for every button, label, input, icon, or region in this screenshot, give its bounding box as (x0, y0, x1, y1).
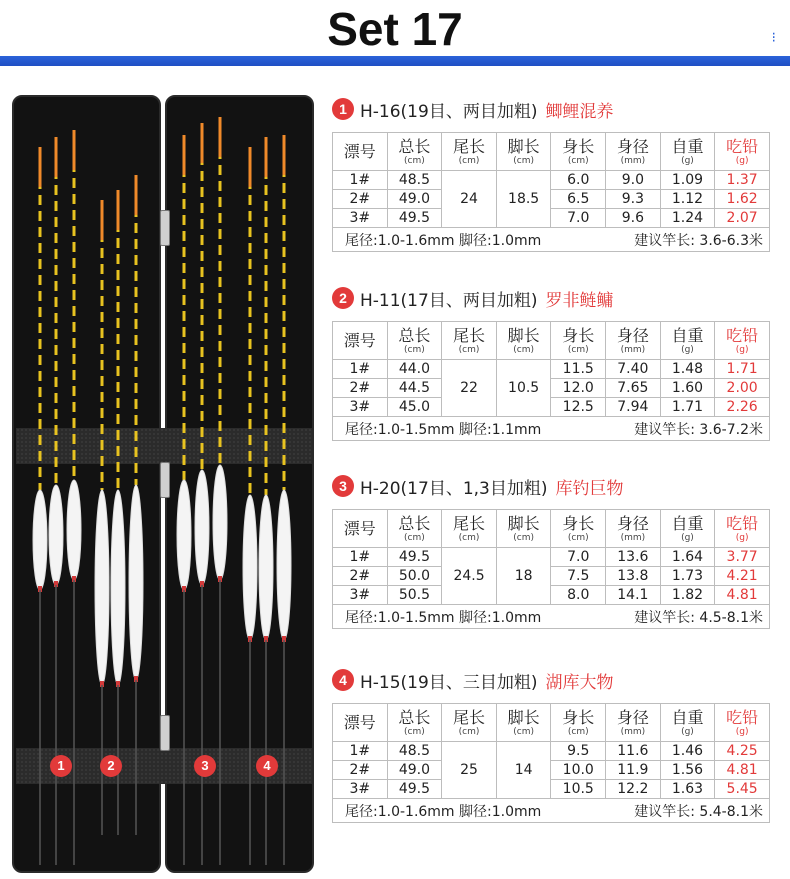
column-label: 脚长 (507, 136, 540, 156)
column-header (333, 133, 388, 171)
column-header (715, 322, 770, 360)
cell-self-weight: 1.82 (660, 586, 715, 605)
cell-total-length: 44.0 (387, 360, 442, 379)
float-usage-tag: 罗非鲢鳙 (545, 290, 614, 311)
cell-lead-capacity: 1.62 (715, 190, 770, 209)
cell-total-length: 49.0 (387, 190, 442, 209)
column-label: 脚长 (507, 707, 540, 727)
column-label: 身径 (616, 325, 649, 345)
cell-lead-capacity: 5.45 (715, 780, 770, 799)
cell-total-length: 49.0 (387, 761, 442, 780)
column-header (387, 322, 442, 360)
cell-self-weight: 1.60 (660, 379, 715, 398)
cell-lead-capacity: 4.81 (715, 586, 770, 605)
cell-self-weight: 1.46 (660, 742, 715, 761)
diameter-note: 尾径:1.0-1.6mm 脚径:1.0mm (345, 803, 542, 820)
rod-length-note: 建议竿长: 3.6-7.2米 (634, 421, 763, 438)
spec-section-3 (332, 471, 772, 629)
column-label: 身长 (562, 136, 595, 156)
cell-total-length: 44.5 (387, 379, 442, 398)
column-unit: (cm) (567, 155, 589, 166)
cell-self-weight: 1.12 (660, 190, 715, 209)
cell-total-length: 49.5 (387, 780, 442, 799)
cell-tail-length: 25 (442, 742, 497, 799)
column-label: 漂号 (343, 330, 376, 350)
column-header (715, 133, 770, 171)
corner-mark: ⁝ (771, 30, 776, 46)
table-row (333, 761, 770, 780)
column-label: 漂号 (343, 712, 376, 732)
column-unit: (cm) (458, 726, 480, 737)
column-label: 脚长 (507, 325, 540, 345)
float-usage-tag: 湖库大物 (545, 672, 614, 693)
table-row (333, 780, 770, 799)
cell-float-id: 2# (333, 379, 388, 398)
cell-self-weight: 1.24 (660, 209, 715, 228)
float-model: H-20(17目、1,3目加粗) (360, 478, 548, 499)
column-unit: (mm) (620, 155, 646, 166)
column-label: 总长 (398, 136, 431, 156)
cell-body-length: 11.5 (551, 360, 606, 379)
cell-foot-length: 10.5 (496, 360, 551, 417)
column-unit: (g) (681, 532, 694, 543)
column-header (606, 322, 661, 360)
cell-total-length: 48.5 (387, 742, 442, 761)
cell-lead-capacity: 3.77 (715, 548, 770, 567)
column-unit: (g) (681, 155, 694, 166)
cell-body-diameter: 11.9 (606, 761, 661, 780)
cell-body-diameter: 7.40 (606, 360, 661, 379)
spec-table (332, 509, 770, 629)
column-header (387, 133, 442, 171)
column-unit: (cm) (404, 532, 425, 543)
column-header (660, 704, 715, 742)
column-unit: (g) (735, 344, 749, 355)
section-number-badge: 3 (332, 475, 354, 497)
float-5 (111, 190, 125, 835)
cell-body-length: 6.0 (551, 171, 606, 190)
section-number-badge: 4 (332, 669, 354, 691)
column-header (333, 510, 388, 548)
table-row (333, 398, 770, 417)
section-title (332, 283, 772, 313)
section-title (332, 471, 772, 501)
column-unit: (cm) (567, 532, 589, 543)
column-label: 身径 (616, 513, 649, 533)
table-header-row (333, 510, 770, 548)
column-label: 尾长 (453, 513, 486, 533)
table-footer-row (333, 605, 770, 629)
cell-float-id: 2# (333, 190, 388, 209)
table-footer-row (333, 228, 770, 252)
column-header (660, 133, 715, 171)
header (0, 0, 790, 68)
cell-body-diameter: 13.8 (606, 567, 661, 586)
float-8 (195, 123, 209, 865)
column-label: 吃铅 (726, 325, 759, 345)
table-header-row (333, 133, 770, 171)
cell-foot-length: 18 (496, 548, 551, 605)
float-12 (277, 135, 291, 865)
case-badge-4: 4 (256, 755, 278, 777)
float-model: H-15(19目、三目加粗) (360, 672, 538, 693)
column-header (551, 133, 606, 171)
case-badge-2: 2 (100, 755, 122, 777)
column-label: 自重 (671, 513, 704, 533)
column-header (606, 704, 661, 742)
column-label: 身长 (562, 325, 595, 345)
column-label: 尾长 (453, 707, 486, 727)
cell-body-length: 6.5 (551, 190, 606, 209)
cell-body-length: 7.5 (551, 567, 606, 586)
cell-float-id: 1# (333, 360, 388, 379)
spec-section-2 (332, 283, 772, 441)
table-row (333, 742, 770, 761)
column-unit: (cm) (458, 155, 480, 166)
float-usage-tag: 库钓巨物 (555, 478, 624, 499)
column-header (387, 510, 442, 548)
spec-section-1 (332, 94, 772, 252)
column-header (333, 322, 388, 360)
cell-foot-length: 14 (496, 742, 551, 799)
spec-section-4 (332, 665, 772, 823)
float-usage-tag: 鲫鲤混养 (545, 101, 614, 122)
column-label: 身长 (562, 513, 595, 533)
column-label: 自重 (671, 707, 704, 727)
cell-body-diameter: 9.6 (606, 209, 661, 228)
column-header (715, 510, 770, 548)
cell-body-diameter: 13.6 (606, 548, 661, 567)
cell-total-length: 50.5 (387, 586, 442, 605)
column-label: 漂号 (343, 518, 376, 538)
section-number-badge: 2 (332, 287, 354, 309)
cell-self-weight: 1.73 (660, 567, 715, 586)
cell-lead-capacity: 4.21 (715, 567, 770, 586)
cell-float-id: 1# (333, 171, 388, 190)
column-header (496, 510, 551, 548)
column-label: 身径 (616, 136, 649, 156)
cell-total-length: 49.5 (387, 548, 442, 567)
diameter-note: 尾径:1.0-1.5mm 脚径:1.0mm (345, 609, 542, 626)
cell-foot-length: 18.5 (496, 171, 551, 228)
cell-self-weight: 1.71 (660, 398, 715, 417)
column-unit: (g) (681, 344, 694, 355)
case-badge-3: 3 (194, 755, 216, 777)
column-header (660, 322, 715, 360)
column-unit: (cm) (404, 344, 425, 355)
column-header (606, 133, 661, 171)
cell-float-id: 2# (333, 761, 388, 780)
table-header-row (333, 322, 770, 360)
column-label: 自重 (671, 325, 704, 345)
table-footer (333, 799, 770, 823)
column-header (606, 510, 661, 548)
cell-self-weight: 1.63 (660, 780, 715, 799)
table-footer (333, 605, 770, 629)
cell-float-id: 1# (333, 742, 388, 761)
float-6 (129, 175, 143, 835)
cell-float-id: 3# (333, 209, 388, 228)
table-header-row (333, 704, 770, 742)
rod-length-note: 建议竿长: 4.5-8.1米 (634, 609, 763, 626)
column-label: 自重 (671, 136, 704, 156)
column-label: 脚长 (507, 513, 540, 533)
column-header (333, 704, 388, 742)
table-row (333, 190, 770, 209)
column-unit: (cm) (458, 532, 480, 543)
column-header (660, 510, 715, 548)
cell-float-id: 2# (333, 567, 388, 586)
column-unit: (g) (735, 532, 749, 543)
cell-body-diameter: 9.3 (606, 190, 661, 209)
table-row (333, 548, 770, 567)
table-footer (333, 228, 770, 252)
column-unit: (cm) (567, 726, 589, 737)
column-label: 吃铅 (726, 136, 759, 156)
cell-total-length: 49.5 (387, 209, 442, 228)
cell-body-length: 12.0 (551, 379, 606, 398)
page-title: Set 17 (327, 3, 463, 55)
diameter-note: 尾径:1.0-1.5mm 脚径:1.1mm (345, 421, 542, 438)
column-header (551, 510, 606, 548)
cell-body-length: 7.0 (551, 209, 606, 228)
column-header (496, 704, 551, 742)
cell-body-diameter: 11.6 (606, 742, 661, 761)
spec-table (332, 321, 770, 441)
column-unit: (cm) (567, 344, 589, 355)
column-header (442, 510, 497, 548)
column-label: 吃铅 (726, 513, 759, 533)
spec-table (332, 703, 770, 823)
column-label: 总长 (398, 513, 431, 533)
float-10 (243, 147, 257, 865)
float-1 (33, 147, 47, 865)
column-label: 漂号 (343, 141, 376, 161)
cell-lead-capacity: 1.37 (715, 171, 770, 190)
column-header (442, 133, 497, 171)
column-unit: (cm) (404, 726, 425, 737)
table-row (333, 586, 770, 605)
cell-body-diameter: 14.1 (606, 586, 661, 605)
cell-float-id: 3# (333, 586, 388, 605)
cell-self-weight: 1.64 (660, 548, 715, 567)
column-unit: (cm) (513, 726, 534, 737)
column-label: 尾长 (453, 325, 486, 345)
float-model: H-16(19目、两目加粗) (360, 101, 538, 122)
column-label: 尾长 (453, 136, 486, 156)
cell-lead-capacity: 2.26 (715, 398, 770, 417)
column-unit: (cm) (513, 155, 534, 166)
float-4 (95, 200, 109, 835)
column-label: 身长 (562, 707, 595, 727)
table-footer-row (333, 417, 770, 441)
column-unit: (cm) (458, 344, 480, 355)
float-model: H-11(17目、两目加粗) (360, 290, 538, 311)
table-footer-row (333, 799, 770, 823)
float-3 (67, 130, 81, 865)
cell-self-weight: 1.56 (660, 761, 715, 780)
header-divider (0, 56, 790, 66)
column-header (551, 704, 606, 742)
cell-body-length: 10.0 (551, 761, 606, 780)
cell-tail-length: 24.5 (442, 548, 497, 605)
table-row (333, 171, 770, 190)
column-header (387, 704, 442, 742)
cell-total-length: 48.5 (387, 171, 442, 190)
rod-length-note: 建议竿长: 3.6-6.3米 (634, 232, 763, 249)
diameter-note: 尾径:1.0-1.6mm 脚径:1.0mm (345, 232, 542, 249)
cell-body-diameter: 7.94 (606, 398, 661, 417)
column-unit: (g) (735, 155, 749, 166)
column-header (496, 322, 551, 360)
column-unit: (g) (735, 726, 749, 737)
cell-lead-capacity: 1.71 (715, 360, 770, 379)
column-unit: (g) (681, 726, 694, 737)
column-unit: (mm) (620, 344, 646, 355)
column-label: 吃铅 (726, 707, 759, 727)
column-label: 总长 (398, 707, 431, 727)
cell-float-id: 3# (333, 780, 388, 799)
cell-body-diameter: 9.0 (606, 171, 661, 190)
rod-length-note: 建议竿长: 5.4-8.1米 (634, 803, 763, 820)
column-label: 总长 (398, 325, 431, 345)
cell-body-length: 9.5 (551, 742, 606, 761)
column-unit: (mm) (620, 726, 646, 737)
cell-body-diameter: 7.65 (606, 379, 661, 398)
cell-tail-length: 22 (442, 360, 497, 417)
cell-self-weight: 1.09 (660, 171, 715, 190)
column-header (715, 704, 770, 742)
cell-lead-capacity: 2.00 (715, 379, 770, 398)
cell-self-weight: 1.48 (660, 360, 715, 379)
table-footer (333, 417, 770, 441)
cell-body-length: 12.5 (551, 398, 606, 417)
column-header (551, 322, 606, 360)
table-row (333, 379, 770, 398)
section-title (332, 665, 772, 695)
column-unit: (cm) (513, 532, 534, 543)
section-number-badge: 1 (332, 98, 354, 120)
float-7 (177, 135, 191, 865)
cell-total-length: 50.0 (387, 567, 442, 586)
cell-lead-capacity: 4.25 (715, 742, 770, 761)
section-title (332, 94, 772, 124)
cell-body-diameter: 12.2 (606, 780, 661, 799)
table-row (333, 360, 770, 379)
cell-body-length: 8.0 (551, 586, 606, 605)
cell-total-length: 45.0 (387, 398, 442, 417)
column-header (496, 133, 551, 171)
column-unit: (cm) (513, 344, 534, 355)
cell-tail-length: 24 (442, 171, 497, 228)
column-unit: (cm) (404, 155, 425, 166)
cell-lead-capacity: 2.07 (715, 209, 770, 228)
column-unit: (mm) (620, 532, 646, 543)
case-badge-1: 1 (50, 755, 72, 777)
cell-lead-capacity: 4.81 (715, 761, 770, 780)
cell-float-id: 3# (333, 398, 388, 417)
cell-body-length: 7.0 (551, 548, 606, 567)
column-label: 身径 (616, 707, 649, 727)
table-row (333, 567, 770, 586)
cell-body-length: 10.5 (551, 780, 606, 799)
cell-float-id: 1# (333, 548, 388, 567)
column-header (442, 704, 497, 742)
float-9 (213, 117, 227, 865)
float-case-photo (12, 95, 316, 873)
spec-table (332, 132, 770, 252)
column-header (442, 322, 497, 360)
table-row (333, 209, 770, 228)
